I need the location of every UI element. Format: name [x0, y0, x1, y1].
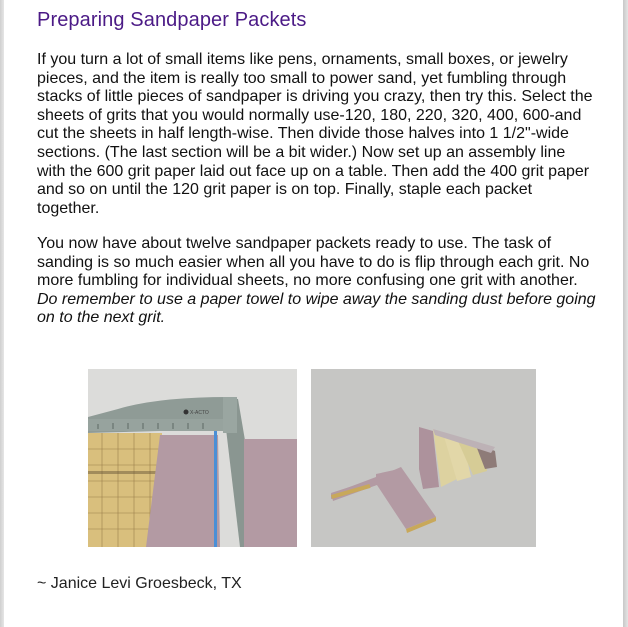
paper-cutter-illustration — [88, 369, 297, 547]
paragraph-2-tip: Do remember to use a paper towel to wipe away the sanding dust before going on to the next grit. — [37, 290, 596, 327]
sandpaper-packets-photo — [311, 369, 536, 547]
article-title: Preparing Sandpaper Packets — [37, 9, 307, 31]
article-paragraph-2 — [37, 235, 597, 328]
page-right-border[interactable] — [623, 0, 628, 627]
article-paragraph-1: If you turn a lot of small items like pens, ornaments, small boxes, or jewelry pieces, and the item is really too small to power sand, yet fumbling through stacks of little pieces of sandpaper is driving you crazy, then try this. Select the sheets of grits that you would normally use-120, 180, 220, 320, 400, 600-and cut the sheets in half length-wise. Then divide those halves into 1 1/2"-wide sections. (The last section will be a bit wider.) Now set up an assembly line with the 600 grit paper laid out face up on a table. Then add the 400 grit paper and so on until the 120 grit paper is on top. Finally, staple each packet together. — [37, 51, 593, 217]
paper-cutter-photo — [88, 369, 297, 547]
author-signature: ~ Janice Levi Groesbeck, TX — [37, 575, 242, 592]
paragraph-2-text: You now have about twelve sandpaper packets ready to use. The task of sanding is so much easier when all you have to do is flip through each grit. No more fumbling for individual sheets, no more confusing one grit with another. — [37, 235, 590, 290]
sandpaper-packets-illustration — [311, 369, 536, 547]
page-left-border — [0, 0, 4, 627]
svg-text:X-ACTO: X-ACTO — [190, 410, 209, 416]
